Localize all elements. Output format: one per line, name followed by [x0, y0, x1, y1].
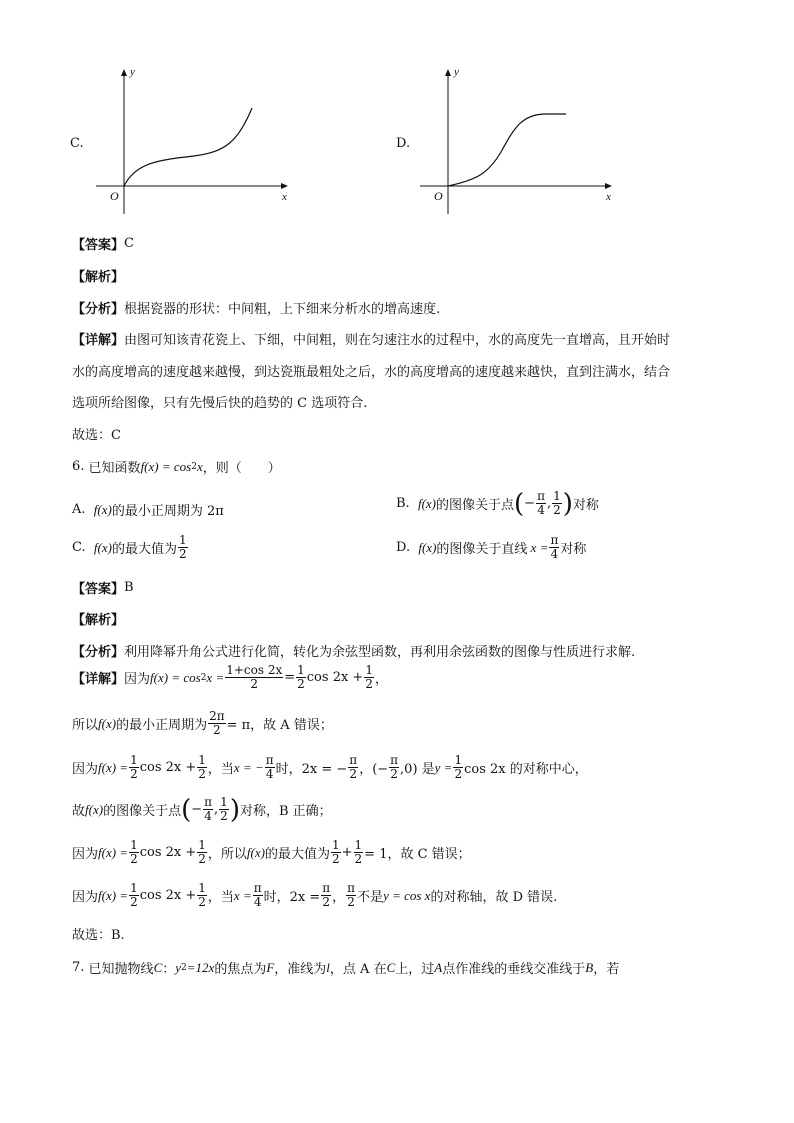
option-text: 的图像关于直线: [436, 542, 528, 557]
graph-d: [396, 62, 626, 242]
formula: C: [153, 959, 163, 975]
q6-stem: 6. 已知函数 f(x) = cos 2 x ，则（ ）: [72, 458, 281, 476]
var-x: x =: [527, 539, 549, 555]
formula: x =: [206, 669, 225, 685]
formula: C: [386, 959, 396, 975]
formula: f(x): [98, 715, 117, 731]
graph-c-axis-x: x: [282, 191, 287, 203]
option-fx: f(x): [417, 495, 436, 511]
graph-d-axis-y: y: [454, 66, 459, 78]
text: 的对称轴，故 D 错误.: [430, 890, 558, 905]
q6-option-a: [72, 500, 224, 519]
frac-1-2: $\frac{1}{2}$: [130, 753, 138, 781]
graph-c-curve: [124, 108, 252, 186]
option-label: D.: [396, 540, 411, 555]
text: ，: [374, 672, 388, 687]
option-fx: f(x): [93, 539, 112, 555]
formula: x =: [233, 887, 252, 903]
formula: f(x) =: [98, 759, 129, 775]
frac-1-2: $\frac{1}{2}$: [178, 533, 187, 561]
frac-2pi-2: $\frac{2\pi}{2}$: [209, 709, 225, 737]
q6-option-b: B. f(x) 的图像关于点 ( − $\frac{\pi}{4}$ , $\frac{1}{2}$ ) 对称: [396, 488, 599, 519]
frac-1-2: $\frac{1}{2}$: [130, 881, 138, 909]
paren-left: (: [514, 488, 525, 519]
frac-1-2: $\frac{1}{2}$: [198, 881, 206, 909]
q6-xiangjie-5: [72, 839, 471, 866]
formula: B: [585, 959, 594, 975]
text: 的焦点为: [214, 962, 267, 977]
option-fx: f(x): [93, 501, 112, 517]
question-number: 7.: [72, 960, 85, 975]
text: ，点 A 在: [329, 962, 387, 977]
text: cos 2x 的对称中心，: [464, 762, 588, 777]
q6-xiangjie-4: 故 f(x) 的图像关于点 ( − $\frac{\pi}{4}$ , $\frac{1}{2}$ ) 对称，B 正确；: [72, 794, 332, 825]
frac-pi-4: $\frac{\pi}{4}$: [253, 881, 262, 909]
graph-d-curve: [448, 114, 566, 186]
xiangjie-tag: 【详解】: [72, 333, 125, 348]
answer-value: C: [124, 236, 134, 251]
text: ，当: [207, 890, 234, 905]
formula: y = cos x: [383, 887, 431, 903]
paren-right: ): [562, 488, 573, 519]
frac-1-2: $\frac{1}{2}$: [198, 753, 206, 781]
q7-stem: 7. 已知抛物线 C ： y 2 =12x 的焦点为 F ，准线为 l ，点 A 在 C 上，过 A 点作准线的垂线交准线于 B ，若: [72, 959, 620, 977]
q6-xiangjie-6: [72, 882, 557, 909]
q6-xiangjie-2: [72, 710, 333, 737]
text: 因为: [72, 890, 99, 905]
q6-option-d: [396, 534, 586, 561]
answer-tag: 【答案】: [72, 238, 125, 253]
frac-pi-4: $\frac{\pi}{4}$: [265, 753, 274, 781]
q5-xiangjie-3: 选项所给图像，只有先慢后快的趋势的 C 选项符合.: [72, 396, 368, 411]
paren-right: ): [229, 794, 240, 825]
formula: y: [175, 959, 182, 975]
text: 对称，B 正确；: [239, 804, 332, 819]
formula: cos 2x +: [139, 760, 197, 775]
text: 不是: [357, 890, 384, 905]
text: 已知抛物线: [88, 962, 154, 977]
q6-xiangjie-1: 【详解】 因为 f(x) = cos 2 x = $\frac{1+\cos 2x}{2}$ = $\frac{1}{2}$ cos 2x + $\frac{1}{2}$ ，: [72, 663, 388, 691]
fenxi-text: 根据瓷器的形状：中间粗，上下细来分析水的增高速度.: [124, 302, 441, 317]
q6-xiangjie-3: [72, 754, 588, 781]
text: 上，过: [395, 962, 435, 977]
text: = 1，故 C 错误；: [364, 847, 471, 862]
answer-tag: 【答案】: [72, 582, 125, 597]
text: ，若: [593, 962, 620, 977]
fenxi-tag: 【分析】: [72, 302, 125, 317]
formula: =12x: [186, 959, 215, 975]
text: 的最大值为: [264, 847, 330, 862]
text: ，(−: [359, 762, 389, 777]
option-fx: f(x): [418, 539, 437, 555]
q6-option-c: [72, 534, 189, 561]
q6-answer: [72, 578, 134, 597]
text: 因为: [124, 672, 151, 687]
xiangjie-tag: 【详解】: [72, 672, 125, 687]
frac-pi-4: $\frac{\pi}{4}$: [204, 795, 213, 823]
graph-d-label: D.: [396, 136, 411, 151]
graph-c-svg: [70, 62, 300, 242]
frac-pi-4: $\frac{\pi}{4}$: [537, 489, 545, 517]
frac-1-2: $\frac{1}{2}$: [297, 663, 305, 691]
formula: f(x) =: [98, 887, 129, 903]
formula: y =: [434, 759, 453, 775]
text: ,0) 是: [400, 762, 435, 777]
formula: cos 2x +: [139, 888, 197, 903]
formula: f(x) = cos: [150, 669, 201, 685]
text: ，准线为: [274, 962, 327, 977]
option-text: 的图像关于点: [436, 498, 515, 513]
xiangjie-text: 由图可知该青花瓷上、下细，中间粗，则在匀速注水的过程中，水的高度先一直增高，且开始时: [124, 333, 671, 348]
formula: f(x): [246, 844, 265, 860]
q6-fenxi: [72, 641, 635, 660]
fenxi-text: 利用降幂升角公式进行化简，转化为余弦型函数，再利用余弦函数的图像与性质进行求解.: [124, 645, 636, 660]
q6-choose: 故选：B.: [72, 928, 125, 943]
frac-pi-2: $\frac{\pi}{2}$: [390, 753, 399, 781]
text: ，当: [207, 762, 234, 777]
q5-xiangjie-1: [72, 329, 670, 348]
option-label: B.: [396, 496, 410, 511]
graph-d-y-arrow: [445, 69, 451, 76]
option-label: A.: [72, 502, 86, 517]
frac-1-2: $\frac{1}{2}$: [553, 489, 561, 517]
graph-c-label: C.: [70, 136, 84, 151]
text: 所以: [72, 718, 99, 733]
frac-1-2: $\frac{1}{2}$: [454, 753, 463, 781]
option-text: 的最大值为: [111, 542, 177, 557]
formula: A: [434, 959, 443, 975]
frac-pi-2: $\frac{\pi}{2}$: [349, 753, 358, 781]
frac-pi-2: $\frac{\pi}{2}$: [322, 881, 331, 909]
stem-x: x: [196, 458, 203, 474]
text: +: [341, 845, 353, 860]
stem-formula: f(x) = cos: [140, 458, 192, 474]
graph-c-x-arrow: [281, 183, 288, 189]
graph-d-svg: [396, 62, 626, 242]
q5-xiangjie-2: 水的高度增高的速度越来越慢，到达瓷瓶最粗处之后，水的高度增高的速度越来越快，直到注满水，结合: [72, 365, 671, 380]
frac-1-2: $\frac{1}{2}$: [220, 795, 228, 823]
text: ：: [162, 962, 176, 977]
formula: l: [326, 959, 330, 975]
frac-cos: $\frac{1+\cos 2x}{2}$: [226, 663, 283, 691]
q5-choose: 故选：C: [72, 428, 121, 443]
frac-1-2: $\frac{1}{2}$: [354, 838, 363, 866]
frac-pi-2: $\frac{\pi}{2}$: [347, 881, 356, 909]
frac-1-2: $\frac{1}{2}$: [365, 663, 373, 691]
formula: cos 2x +: [306, 670, 364, 685]
text: 时，2x = −: [275, 762, 348, 777]
text: 的最小正周期为: [116, 718, 208, 733]
option-end: 对称: [572, 498, 599, 513]
text: 故: [72, 804, 86, 819]
stem-text: 已知函数: [88, 461, 141, 476]
graph-c: [70, 62, 300, 242]
option-text: 的最小正周期为 2π: [111, 504, 224, 519]
text: ，: [332, 890, 346, 905]
answer-value: B: [124, 580, 134, 595]
text: = π，故 A 错误；: [226, 718, 333, 733]
frac-1-2: $\frac{1}{2}$: [198, 838, 206, 866]
graph-d-origin: O: [434, 189, 443, 203]
formula: f(x) =: [98, 844, 129, 860]
text: 点作准线的垂线交准线于: [442, 962, 586, 977]
option-end: 对称: [560, 542, 587, 557]
graph-d-axis-x: x: [606, 191, 611, 203]
text: 时，2x =: [263, 890, 321, 905]
text: ，所以: [207, 847, 247, 862]
frac-pi-4: $\frac{\pi}{4}$: [550, 533, 559, 561]
option-label: C.: [72, 540, 86, 555]
graph-c-origin: O: [110, 189, 119, 203]
frac-1-2: $\frac{1}{2}$: [331, 838, 340, 866]
text: 的图像关于点: [103, 804, 182, 819]
paren-left: (: [181, 794, 192, 825]
graph-d-x-arrow: [605, 183, 612, 189]
text: 因为: [72, 847, 99, 862]
formula: f(x): [85, 801, 104, 817]
q5-answer: [72, 234, 134, 253]
frac-1-2: $\frac{1}{2}$: [130, 838, 138, 866]
q6-analysis-tag: 【解析】: [72, 613, 125, 628]
fenxi-tag: 【分析】: [72, 645, 125, 660]
q5-fenxi: [72, 298, 440, 317]
q5-analysis-tag: 【解析】: [72, 270, 125, 285]
graph-c-y-arrow: [121, 69, 127, 76]
stem-end: ，则（ ）: [202, 461, 281, 476]
formula: x = −: [233, 759, 264, 775]
text: 因为: [72, 762, 99, 777]
formula: cos 2x +: [139, 845, 197, 860]
graph-c-axis-y: y: [130, 66, 135, 78]
formula: F: [266, 959, 275, 975]
question-number: 6.: [72, 459, 85, 474]
